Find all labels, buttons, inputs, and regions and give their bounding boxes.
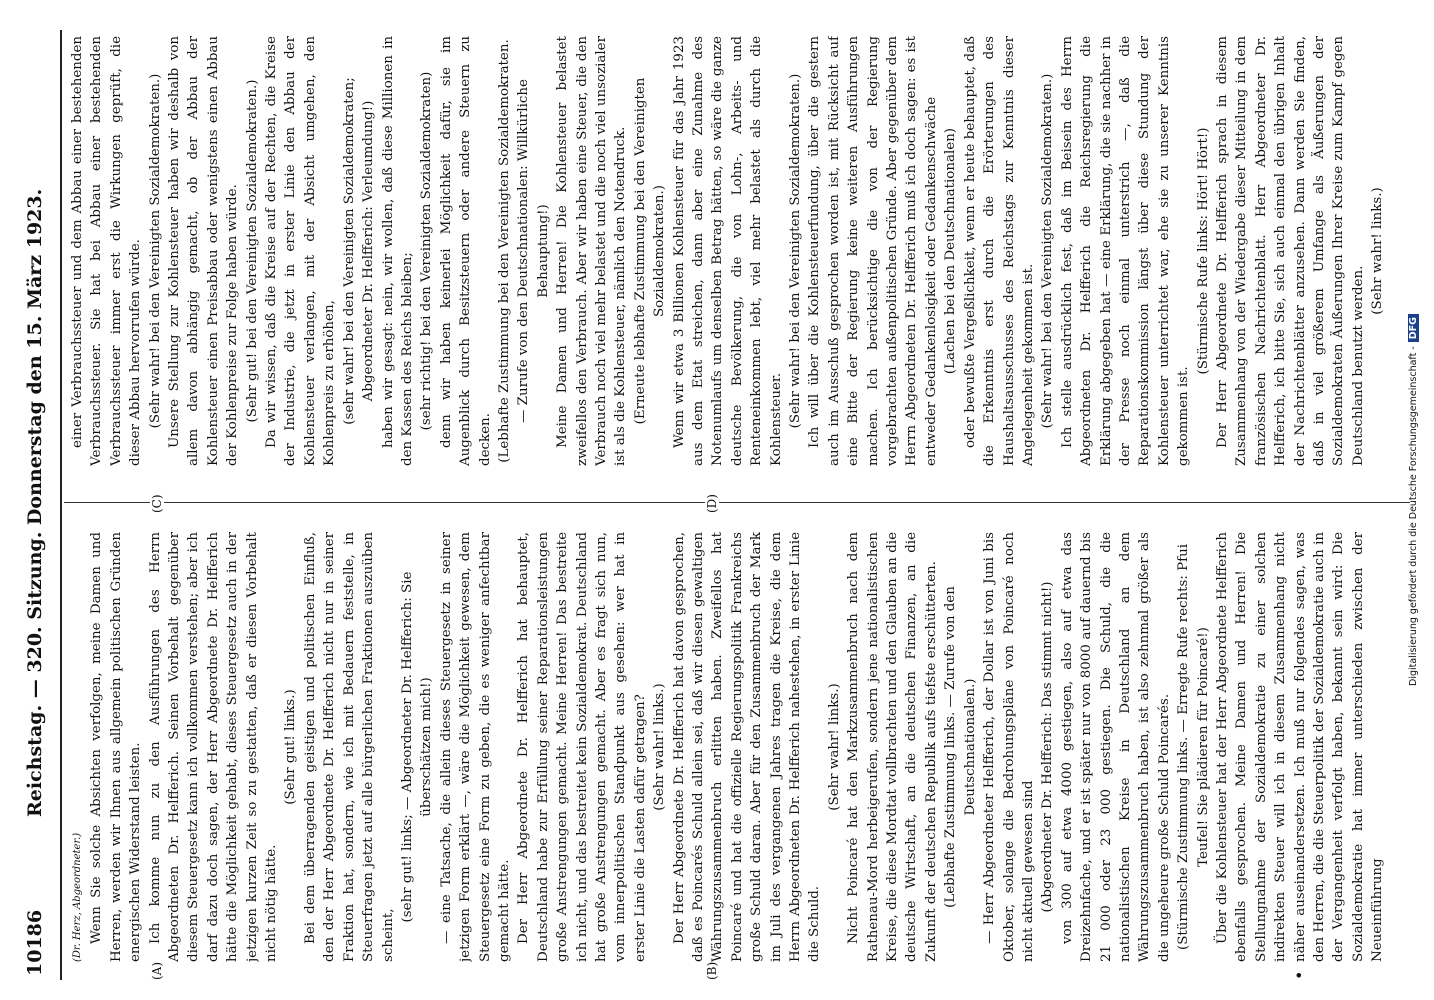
column-left-body bbox=[87, 532, 1387, 962]
paragraph: Ich komme nun zu den Ausführungen des Herrn Abgeordneten Dr. Helfferich. Seinen Vorbehalt gegenüber diesem Steuergesetz kann ich vollkommen verstehen; aber ich darf dazu doch sagen, der Herr Abgeordnete Dr. Helfferich hätte die Möglichkeit gehabt, dieses Steuergesetz auch in der jetzigen kurzen Zeit so zu gestatten, daß er diesen Vorbehalt nicht nötig hätte. bbox=[147, 532, 280, 962]
interjection: (Lachen bei den Deutschnationalen) bbox=[943, 127, 959, 375]
margin-mark-d: (D) bbox=[705, 494, 719, 513]
interjection: (Stürmische Rufe links: Hört! Hört!) bbox=[1195, 127, 1211, 375]
credit-text: Digitalisierung gefördert durch die Deutsche Forschungsgemeinschaft - bbox=[1408, 346, 1419, 686]
interjection: (Sehr wahr! bei den Vereinigten Sozialdemokraten.) bbox=[1040, 73, 1056, 429]
bullet-mark: • bbox=[1290, 970, 1309, 980]
margin-mark-b: (B) bbox=[705, 961, 719, 980]
paragraph: Der Herr Abgeordnete Dr. Helfferich hat davon gesprochen, daß es Poincarés Schuld allein sei, daß wir diesen gewaltigen Währungszusammenbruch erlitten haben. Zweifellos hat Poincaré und hat die offizielle Regierungspolitik Frankreichs große Schuld daran. Aber für den Zusammenbruch der Mark im Juli des vergangenen Jahres tragen die Kreise, die dem Herrn Abgeordneten Dr. Helfferich nahestehen, in erster Linie die Schuld. bbox=[671, 532, 823, 962]
interjection: (sehr richtig! bei den Vereinigten Sozialdemokraten) bbox=[419, 71, 435, 431]
interjection: (Sehr wahr! links.) bbox=[652, 683, 668, 811]
interjection: (sehr wahr! bei den Vereinigten Sozialdemokraten; Abgeordneter Dr. Helfferich: Verleumdung!) bbox=[341, 77, 377, 425]
interjection: (Erneute lebhafte Zustimmung bei den Vereinigten Sozialdemokraten.) bbox=[632, 77, 668, 425]
paragraph: Ich stelle ausdrücklich fest, daß im Beisein des Herrn Abgeordneten Dr. Helfferich die Reichsregierung die Erklärung abgegeben hat — eine Erklärung, die sie nachher in der Presse noch einmal unterstrich —, daß die Reparationskommission längst über diese Stundung der Kohlensteuer unterrichtet war, ehe sie zu unserer Kenntnis gekommen ist. bbox=[1059, 36, 1192, 466]
running-head: Reichstag. — 320. Sitzung. Donnerstag den 15. März 1923. bbox=[24, 188, 46, 817]
paragraph: Der Herr Abgeordnete Dr. Helfferich hat behauptet, Deutschland habe zur Erfüllung seiner Reparationsleistungen große Anstrengungen gemacht. Meine Herren! Das bestreite ich nicht, und das bestreitet kein Sozialdemokrat. Deutschland hat große Anstrengungen gemacht. Aber es fragt sich nun, vom innerpolitischen Standpunkt aus gesehen: wer hat in erster Linie die Lasten dafür getragen? bbox=[516, 532, 648, 962]
margin-mark-c: (C) bbox=[150, 494, 164, 513]
paragraph: Ich will über die Kohlensteuerfundung, über die gestern auch im Ausschuß gesprochen worden ist, mit Rücksicht auf eine Bitte der Regierung keine weiteren Ausführungen machen. Ich berücksichtige die von der Regierung vorgebrachten außenpolitischen Gründe. Aber gegenüber dem Herrn Abgeordneten Dr. Helfferich muß ich doch sagen: es ist entweder Gedankenlosigkeit oder Gedankenschwäche bbox=[807, 36, 939, 466]
interjection: (Lebhafte Zustimmung bei den Vereinigten Sozialdemokraten. — Zurufe von den Deutschnationalen: Willkürliche Behauptung!) bbox=[496, 39, 551, 463]
interjection: (sehr gut! links; — Abgeordneter Dr. Helfferich: Sie überschätzen mich!) bbox=[399, 571, 435, 923]
speaker-note: (Dr. Herz, Abgeordneter.) bbox=[72, 832, 83, 962]
interjection: (Sehr wahr! bei den Vereinigten Sozialdemokraten.) bbox=[147, 73, 163, 429]
column-right bbox=[68, 36, 1408, 466]
interjection: (Sehr gut! bei den Vereinigten Sozialdemokraten.) bbox=[244, 79, 260, 423]
paragraph: Unsere Stellung zur Kohlensteuer haben wir deshalb von allem davon abhängig gemacht, ob der Abbau der Kohlensteuer einen Preisabbau oder wenigstens einen Abbau der Kohlenpreise zur Folge haben würde. bbox=[167, 36, 241, 466]
interjection: (Abgeordneter Dr. Helfferich: Das stimmt nicht!) bbox=[1040, 581, 1056, 913]
column-left bbox=[68, 532, 1408, 962]
page-number: 10186 bbox=[24, 909, 46, 976]
paragraph: Nicht Poincaré hat den Markzusammenbruch nach dem Rathenau-Mord herbeigerufen, sondern jene nationalistischen Kreise, die diese Mordtat vollbrachten und den Glauben an die deutsche Wirtschaft, an die deutschen Finanzen, an die Zukunft der deutschen Republik aufs tiefste erschütterten. bbox=[846, 532, 939, 962]
interjection: (Sehr gut! links.) bbox=[283, 689, 299, 805]
interjection: (Sehr wahr! links.) bbox=[1370, 187, 1386, 315]
paragraph: Wenn wir etwa 3 Billionen Kohlensteuer für das Jahr 1923 aus dem Etat streichen, dann aber eine Zunahme des Notenumlaufs um denselben Betrag hätten, so wäre die ganze deutsche Bevölkerung, die von Lohn-, Arbeits- und Renteneinkommen lebt, viel mehr belastet als durch die Kohlensteuer. bbox=[671, 36, 784, 466]
paragraph: denn wir haben keinerlei Möglichkeit dafür, sie im Augenblick durch Besitzsteuern oder andere Steuern zu decken. bbox=[438, 36, 493, 466]
interjection: (Stürmische Zustimmung links. — Erregte Rufe rechts: Pfui Teufel! Sie plädieren für Poincaré!) bbox=[1176, 543, 1211, 951]
paragraph: Wenn Sie solche Absichten verfolgen, meine Damen und Herren, werden wir Ihnen aus allgemein politischen Gründen energischen Widerstand leisten. bbox=[89, 532, 144, 962]
interjection: (Sehr wahr! bei den Vereinigten Sozialdemokraten.) bbox=[788, 73, 804, 429]
interjection: (Lebhafte Zustimmung links. — Zurufe von den Deutschnationalen.) bbox=[943, 586, 978, 908]
paragraph: von 300 auf etwa 4000 gestiegen, also auf etwa das Dreizehnfache, und er ist später nur von 8000 auf dauernd bis 21 000 oder 23 000 gestiegen. Die Schuld, die die nationalistischen Kreise in Deutschland an dem Währungszusammenbruch haben, ist also zehnmal größer als die ungeheure große Schuld Poincarés. bbox=[1059, 532, 1172, 962]
column-divider bbox=[64, 502, 1410, 503]
paragraph: — Herr Abgeordneter Helfferich, der Dollar ist von Juni bis Oktober, solange die Bedrohungspläne von Poincaré noch nicht aktuell gewesen sind bbox=[982, 532, 1036, 962]
paragraph: Da wir wissen, daß die Kreise auf der Rechten, die Kreise der Industrie, die jetzt in erster Linie den Abbau der Kohlensteuer verlangen, mit der Absicht umgehen, den Kohlenpreis zu erhöhen, bbox=[264, 36, 338, 466]
paragraph: — eine Tatsache, die allein dieses Steuergesetz in seiner jetzigen Form erklärt —, wäre die Möglichkeit gewesen, dem Steuergesetz eine Form zu geben, die es weniger anfechtbar gemacht hätte. bbox=[438, 532, 512, 962]
paragraph: einer Verbrauchssteuer und dem Abbau einer bestehenden Verbrauchssteuer. Sie hat bei Abbau einer bestehenden Verbrauchssteuer immer erst die Wirkungen geprüft, die dieser Abbau hervorrufen würde. bbox=[70, 36, 144, 466]
interjection: (Sehr wahr! links.) bbox=[826, 683, 842, 811]
digitization-credit bbox=[1408, 0, 1430, 1000]
paragraph: oder bewußte Vergeßlichkeit, wenn er heute behauptet, daß die Erkenntnis erst durch die Erörterungen des Haushaltsausschusses des Reichstags zur Kenntnis dieser Angelegenheit gekommen ist. bbox=[962, 36, 1036, 466]
margin-mark-a: (A) bbox=[150, 961, 164, 980]
paragraph: haben wir gesagt: nein, wir wollen, daß diese Millionen in den Kassen des Reichs bleiben; bbox=[380, 36, 415, 466]
column-right-body bbox=[68, 36, 1388, 466]
paragraph: Meine Damen und Herren! Die Kohlensteuer belastet zweifellos den Verbrauch. Aber wir haben eine Steuer, die den Verbrauch noch viel mehr belastet und die noch viel unsozialer ist als die Kohlensteuer, nämlich den Notendruck. bbox=[555, 36, 629, 466]
dfg-logo: DFG bbox=[1408, 314, 1419, 342]
page-header bbox=[8, 20, 56, 982]
header-rule bbox=[60, 30, 62, 980]
paragraph: Über die Kohlensteuer hat der Herr Abgeordnete Helfferich ebenfalls gesprochen. Meine Damen und Herren! Die Stellungnahme der Sozialdemokratie zu einer solchen indirekten Steuer will ich in diesem Zusammenhang nicht näher auseinandersetzen. Ich muß nur folgendes sagen, was den Herren, die die Steuerpolitik der Sozialdemokratie auch in der Vergangenheit verfolgt haben, bekannt sein wird: Die Sozialdemokratie hat immer unterschieden zwischen der Neueinführung bbox=[1214, 532, 1386, 962]
paragraph: Bei dem überragenden geistigen und politischen Einfluß, den der Herr Abgeordnete Dr. Helfferich nicht nur in seiner Fraktion hat, sondern, wie ich mit Bedauern feststelle, in Steuerfragen jetzt auf alle bürgerlichen Fraktionen auszuüben scheint, bbox=[302, 532, 396, 962]
paragraph: Der Herr Abgeordnete Dr. Helfferich sprach in diesem Zusammenhang von der Wiedergabe dieser Mitteilung in dem französischen Nachrichtenblatt. Herr Abgeordneter Dr. Helfferich, ich bitte Sie, sich auch einmal den übrigen Inhalt der Nachrichtenblätter anzusehen. Dann werden Sie finden, daß in viel größerem Umfange als Äußerungen der Sozialdemokraten Äußerungen Ihrer Kreise zum Kampf gegen Deutschland benutzt werden. bbox=[1214, 36, 1366, 466]
